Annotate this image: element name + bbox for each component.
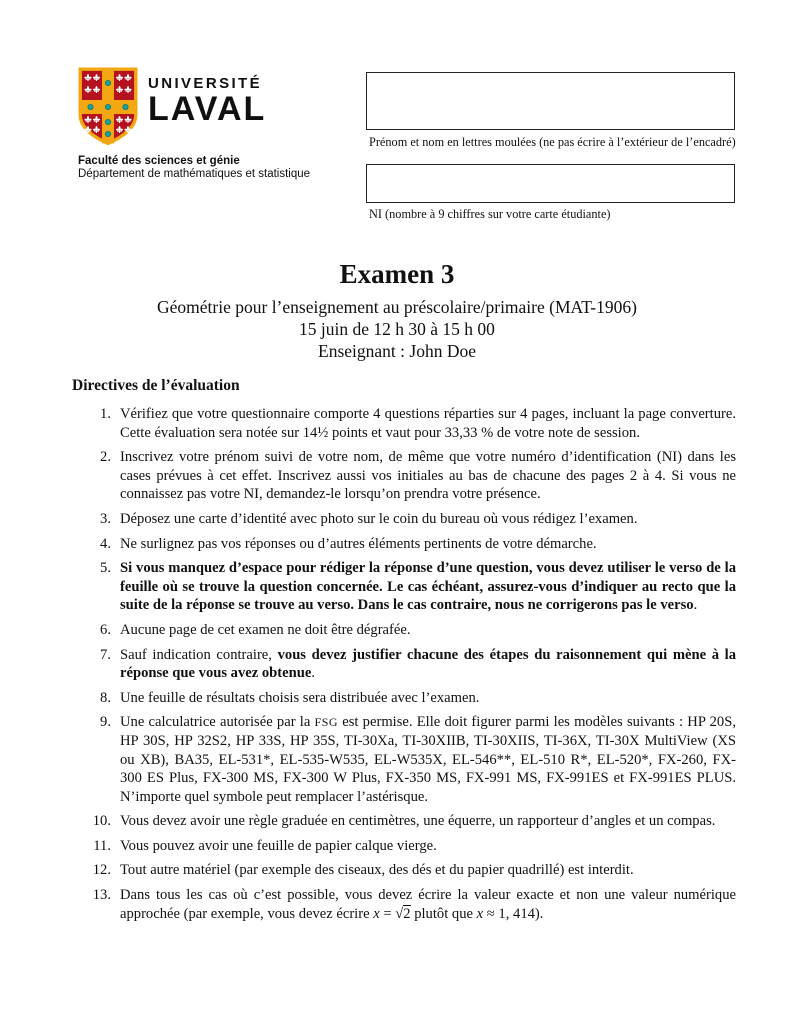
ni-field-caption: NI (nombre à 9 chiffres sur votre carte étudiante): [369, 207, 611, 221]
directive-number: 6.: [100, 621, 111, 638]
directive-item: [72, 812, 736, 831]
faculty-name: Faculté des sciences et génie: [78, 155, 240, 167]
directive-number: 10.: [92, 813, 111, 830]
directive-text: Déposez une carte d’identité avec photo sur le coin du bureau où vous rédigez l’examen.: [120, 510, 638, 527]
directive-item: [72, 405, 736, 442]
directive-number: 3.: [100, 510, 111, 527]
directive-item: [72, 535, 736, 554]
directive-item: [72, 448, 736, 504]
faculty-department-block: [78, 155, 310, 181]
directive-number: 8.: [100, 689, 111, 706]
directive-number: 13.: [92, 887, 111, 904]
directive-number: 5.: [100, 560, 111, 577]
wordmark-universite: UNIVERSITÉ: [148, 75, 263, 92]
directive-text: Vérifiez que votre questionnaire comporte 4 questions réparties sur 4 pages, incluant la page converture. Cette évaluation sera notée sur 14½ points et vaut pour 33,33 % de votre note de session.: [120, 406, 736, 441]
directive-text: Une feuille de résultats choisis sera distribuée avec l’examen.: [120, 689, 480, 706]
directive-number: 12.: [92, 862, 111, 879]
directives-list: [72, 405, 736, 923]
directive-number: 7.: [100, 646, 111, 663]
title-block: [0, 258, 794, 362]
directive-item: [72, 646, 736, 683]
directive-item: [72, 837, 736, 856]
directive-text: Dans tous les cas où c’est possible, vous devez écrire la valeur exacte et non une valeur numérique approchée (par exemple, vous devez écrire x = √2 plutôt que x ≈ 1, 414).: [120, 887, 736, 922]
directive-item: [72, 713, 736, 806]
directive-item: [72, 861, 736, 880]
wordmark-laval: LAVAL: [148, 90, 267, 128]
directives-section: [72, 376, 736, 929]
exam-title: Examen 3: [339, 259, 455, 289]
directives-heading: Directives de l’évaluation: [72, 377, 240, 394]
directive-text: Tout autre matériel (par exemple des ciseaux, des dés et du papier quadrillé) est interdit.: [120, 862, 634, 879]
directive-text: Inscrivez votre prénom suivi de votre nom, de même que votre numéro d’identification (NI) dans les cases prévues à cet effet. Inscrivez aussi vos initiales au bas de chacune des pages 2 à 4. Si vous ne connaissez pas votre NI, demandez-le lorsqu’on prendra votre présence.: [120, 449, 736, 503]
directive-text: Ne surlignez pas vos réponses ou d’autres éléments pertinents de votre démarche.: [120, 535, 597, 552]
course-line: Géométrie pour l’enseignement au préscolaire/primaire (MAT-1906): [157, 297, 637, 317]
ni-field-box: [366, 164, 735, 203]
teacher-line: Enseignant : John Doe: [318, 341, 476, 361]
directive-text: Sauf indication contraire, vous devez justifier chacune des étapes du raisonnement qui mène à la réponse que vous avez obtenue.: [120, 646, 737, 682]
directive-number: 4.: [100, 535, 111, 552]
name-field-box: [366, 72, 735, 130]
datetime-line: 15 juin de 12 h 30 à 15 h 00: [299, 319, 495, 339]
directive-number: 2.: [100, 449, 111, 466]
directive-item: [72, 559, 736, 615]
directive-item: [72, 621, 736, 640]
directive-item: [72, 510, 736, 529]
directive-text: Si vous manquez d’espace pour rédiger la réponse d’une question, vous devez utiliser le verso de la feuille où se trouve la question concernée. Le cas échéant, assurez-vous d’indiquer au recto que la suite de la réponse se trouve au verso. Dans le cas contraire, nous ne corrigerons pas le verso.: [120, 560, 736, 614]
directive-number: 9.: [100, 714, 111, 731]
laval-shield-logo: [78, 66, 138, 146]
directive-number: 1.: [100, 406, 111, 422]
directive-item: [72, 689, 736, 708]
directive-text: Vous pouvez avoir une feuille de papier calque vierge.: [120, 837, 437, 854]
department-name: Département de mathématiques et statistique: [78, 168, 311, 180]
directive-item: [72, 886, 736, 923]
directive-number: 11.: [93, 837, 111, 854]
name-field-caption: Prénom et nom en lettres moulées (ne pas écrire à l’extérieur de l’encadré): [369, 135, 736, 149]
directive-text: Une calculatrice autorisée par la FSG est permise. Elle doit figurer parmi les modèles suivants : HP 20S, HP 30S, HP 32S2, HP 33S, HP 35S, TI-30Xa, TI-30XIIB, TI-30XIIS, TI-36X, TI-30X MultiView (XS ou XB), BA35, EL-531*, EL-535-W535, EL-W535X, EL-546**, EL-510 R*, EL-520*, FX-260, FX-300 ES Plus, FX-300 MS, FX-300 W Plus, FX-350 MS, FX-991 MS, FX-991ES et FX-991ES PLUS. N’importe quel symbole peut remplacer l’astérisque.: [120, 714, 736, 805]
directive-text: Aucune page de cet examen ne doit être dégrafée.: [120, 621, 411, 638]
university-wordmark: [148, 75, 267, 128]
directive-text: Vous devez avoir une règle graduée en centimètres, une équerre, un rapporteur d’angles et un compas.: [120, 813, 716, 830]
